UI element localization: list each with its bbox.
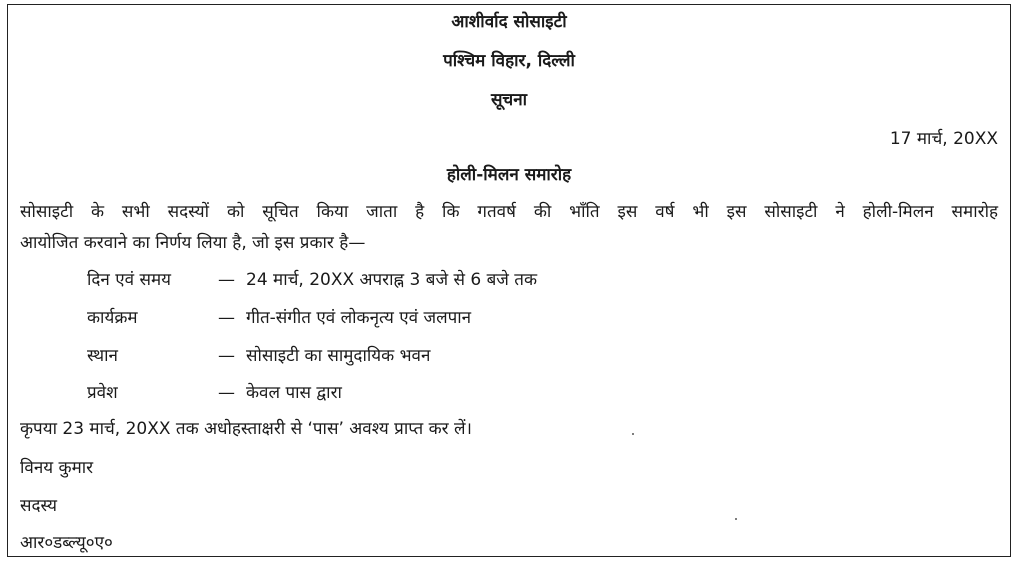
society-name: आशीर्वाद सोसाइटी: [451, 12, 567, 32]
detail-label: कार्यक्रम: [87, 308, 138, 328]
scan-speck: [632, 433, 634, 435]
detail-dash: —: [218, 346, 235, 366]
society-address: पश्चिम विहार, दिल्ली: [443, 51, 575, 71]
signatory-designation: सदस्य: [20, 496, 57, 516]
detail-value: केवल पास द्वारा: [246, 383, 342, 403]
scan-speck: [735, 518, 737, 520]
detail-label: स्थान: [87, 346, 118, 366]
request-line: कृपया 23 मार्च, 20XX तक अधोहस्ताक्षरी से ‘पास’ अवश्य प्राप्त कर लें।: [20, 419, 472, 439]
signatory-name: विनय कुमार: [20, 458, 94, 478]
detail-value: सोसाइटी का सामुदायिक भवन: [246, 346, 431, 366]
detail-dash: —: [218, 270, 235, 290]
detail-dash: —: [218, 308, 235, 328]
notice-date: 17 मार्च, 20XX: [889, 129, 998, 149]
notice-subject: होली-मिलन समारोह: [446, 165, 572, 185]
body-paragraph-line-2: आयोजित करवाने का निर्णय लिया है, जो इस प्रकार है—: [20, 233, 366, 253]
detail-value: 24 मार्च, 20XX अपराह्न 3 बजे से 6 बजे तक: [246, 270, 538, 290]
notice-frame: [7, 4, 1011, 557]
detail-value: गीत-संगीत एवं लोकनृत्य एवं जलपान: [246, 308, 472, 328]
notice-heading: सूचना: [490, 90, 528, 110]
signatory-organisation: आर०डब्ल्यू०ए०: [20, 533, 113, 553]
detail-label: प्रवेश: [87, 383, 118, 403]
body-paragraph-line-1: सोसाइटी के सभी सदस्यों को सूचित किया जाता है कि गतवर्ष की भाँति इस वर्ष भी इस सोसाइटी ने होली-मिलन समारोह: [20, 202, 998, 222]
detail-dash: —: [218, 383, 235, 403]
detail-label: दिन एवं समय: [87, 270, 172, 290]
